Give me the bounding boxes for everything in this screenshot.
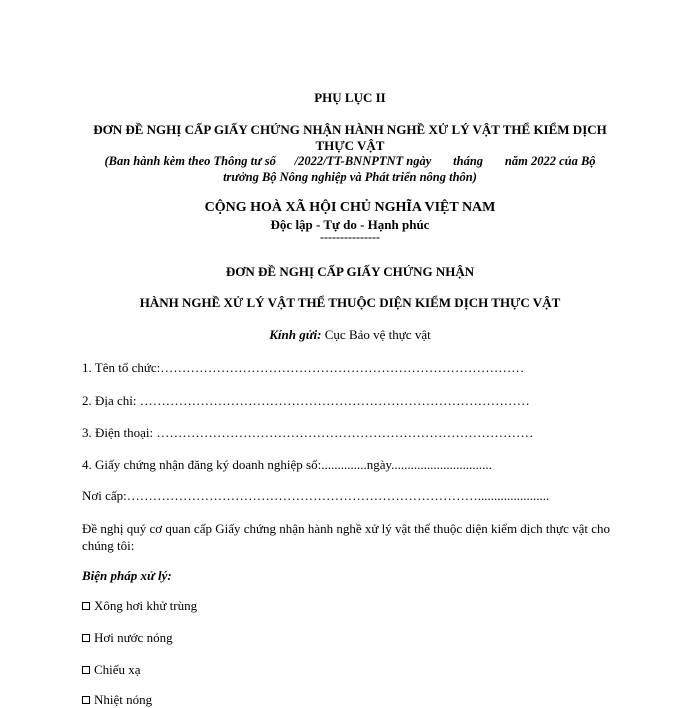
method-hot-heat-checkbox[interactable] [82, 696, 90, 704]
method-fumigation-label: Xông hơi khử trùng [94, 598, 198, 613]
methods-label: Biện pháp xử lý: [82, 568, 172, 583]
method-fumigation-checkbox[interactable] [82, 602, 90, 610]
appendix-note-line2: trưởng Bộ Nông nghiệp và Phát triển nông thôn) [223, 170, 477, 184]
method-hot-heat [82, 692, 622, 708]
appendix-title: PHỤ LỤC II [314, 90, 386, 105]
appendix-note-line1: (Ban hành kèm theo Thông tư số /2022/TT-BNNPTNT ngày tháng năm 2022 của Bộ [104, 154, 596, 168]
national-name: CỘNG HOÀ XÃ HỘI CHỦ NGHĨA VIỆT NAM [204, 200, 496, 215]
field-address: 2. Địa chỉ: ……………………………………………………………………………… [82, 393, 530, 408]
field-organization-name: 1. Tên tổ chức:………………………………………………………………………… [82, 360, 525, 375]
national-divider: --------------- [320, 230, 380, 244]
method-irradiation [82, 662, 622, 678]
appendix-heading-line1: ĐƠN ĐỀ NGHỊ CẤP GIẤY CHỨNG NHẬN HÀNH NGHỀ XỬ LÝ VẬT THỂ KIỂM DỊCH [93, 122, 607, 137]
field-business-registration: 4. Giấy chứng nhận đăng ký doanh nghiệp số:..............ngày............................... [82, 457, 492, 472]
method-hot-steam-checkbox[interactable] [82, 634, 90, 642]
recipient-label: Kính gửi: [269, 327, 322, 342]
national-motto: Độc lập - Tự do - Hạnh phúc [270, 217, 430, 232]
field-issued-by: Nơi cấp:………………………………………………………………………...................... [82, 488, 550, 503]
method-hot-heat-label: Nhiệt nóng [94, 692, 153, 707]
field-phone: 3. Điện thoại: …………………………………………………………………………… [82, 425, 534, 440]
recipient-value: Cục Bảo vệ thực vật [324, 327, 431, 342]
appendix-heading-line2: THỰC VẬT [315, 138, 385, 153]
request-paragraph: Đề nghị quý cơ quan cấp Giấy chứng nhận hành nghề xử lý vật thể thuộc diện kiểm dịch thực vật cho chúng tôi: [82, 521, 611, 553]
method-hot-steam-label: Hơi nước nóng [94, 630, 173, 645]
recipient-line [80, 327, 620, 343]
method-irradiation-label: Chiếu xạ [94, 662, 141, 677]
method-fumigation [82, 598, 622, 614]
form-title-line2: HÀNH NGHỀ XỬ LÝ VẬT THỂ THUỘC DIỆN KIỂM DỊCH THỰC VẬT [139, 295, 561, 310]
method-irradiation-checkbox[interactable] [82, 666, 90, 674]
method-hot-steam [82, 630, 622, 646]
form-title-line1: ĐƠN ĐỀ NGHỊ CẤP GIẤY CHỨNG NHẬN [225, 264, 475, 279]
